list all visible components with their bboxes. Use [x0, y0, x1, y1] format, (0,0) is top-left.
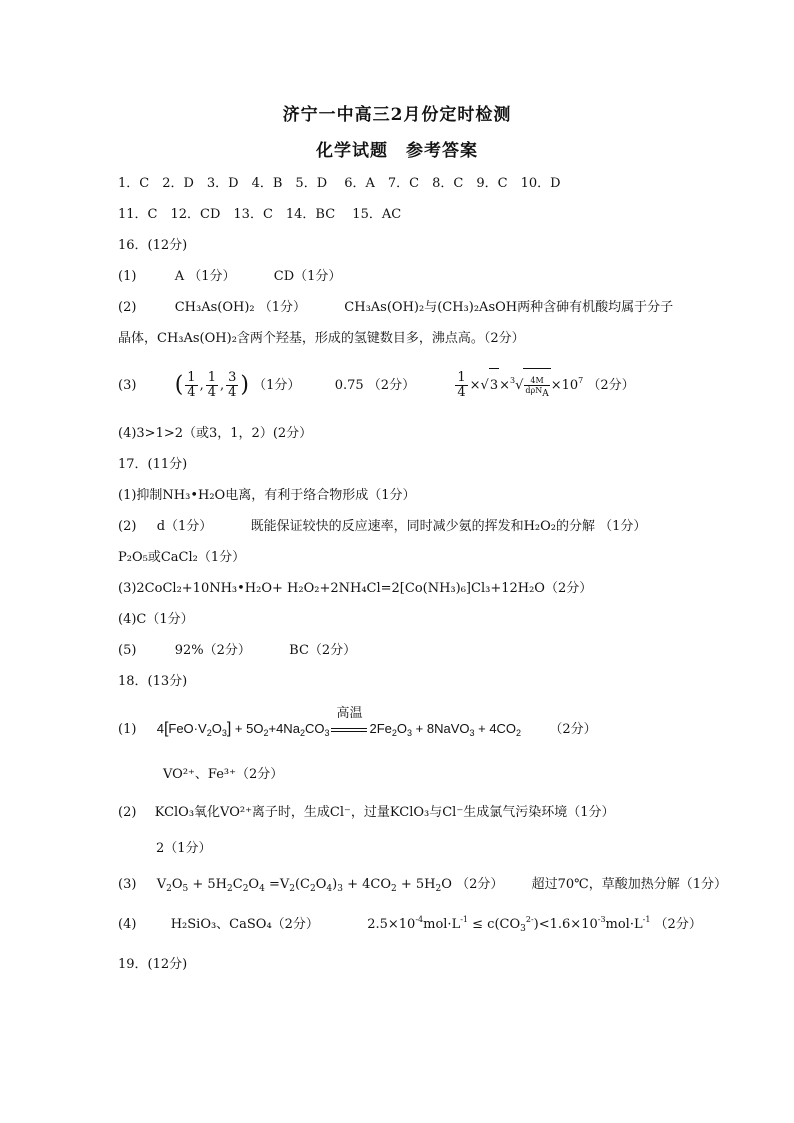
q16-coordinate-expr: ( $\frac{1}{4}$ , $\frac{1}{4}$ , $\frac{3}{4}$ )	[174, 370, 250, 400]
q18-part4-mark: （2分）	[654, 917, 702, 932]
q17-part5-num: (5)	[118, 643, 137, 658]
q17-part4: (4)C（1分）	[118, 612, 194, 627]
q17-part1: (1)抑制NH₃•H₂O电离，有利于络合物形成（1分）	[118, 488, 416, 503]
q16-part2-reason-cont: 晶体，CH₃As(OH)₂含两个羟基，形成的氢键数目多，沸点高。（2分）	[118, 331, 525, 346]
q18-part1-num: (1)	[118, 722, 137, 737]
q16-part1-answer-b: CD（1分）	[273, 269, 342, 284]
q17-part2-reason: 既能保证较快的反应速率，同时减少氨的挥发和H₂O₂的分解 （1分）	[250, 519, 647, 534]
q16-part2-reason: CH₃As(OH)₂与(CH₃)₂AsOH两种含砷有机酸均属于分子	[344, 300, 674, 315]
page-subtitle: 化学试题 参考答案	[316, 141, 478, 161]
q19-heading: 19．(12分)	[118, 957, 188, 972]
q18-part1-equation	[118, 705, 597, 739]
q16-part1-answer-a: A （1分）	[174, 269, 236, 284]
q18-condition-high-temp: 高温	[336, 705, 363, 720]
q18-part3-num: (3)	[118, 877, 137, 892]
q18-part1-ions: VO²⁺、Fe³⁺（2分）	[163, 767, 284, 782]
q18-part4-range: $2.5\times 10^{-4}mol\cdot L^{-1} \le c(CO_3^{2-})<1.6\times 10^{-3}mol\cdot L^{-1}$	[367, 915, 651, 934]
page-title: 济宁一中高三2月份定时检测	[282, 105, 512, 125]
q18-part2-answer-b: 2（1分）	[156, 841, 212, 856]
q18-part3-equation: $V_2O_5 + 5H_2C_2O_4 =V_2(C_2O_4)_3 + 4CO_2 + 5H_2O$	[156, 877, 452, 894]
q16-part3-mark3: （2分）	[587, 378, 635, 393]
q18-part4-precipitates: H₂SiO₃、CaSO₄（2分）	[170, 917, 319, 932]
q16-part2	[118, 299, 673, 317]
q18-part4-num: (4)	[118, 917, 137, 932]
q17-part2	[118, 518, 646, 536]
q16-part3-value: 0.75 （2分）	[334, 378, 416, 393]
q16-part3-num: (3)	[118, 378, 137, 393]
q17-part2-answer: d（1分）	[156, 519, 213, 534]
q16-part4: (4)3>1>2（或3，1，2）(2分）	[118, 426, 313, 441]
q17-heading: 17．(11分)	[118, 457, 188, 472]
q18-part2	[118, 804, 614, 822]
q16-density-formula: $\frac{1}{4}$ ×√3×$^3$√ 4M dρN$_A$ $\times 10^7$	[453, 378, 583, 393]
q18-part2-num: (2)	[118, 805, 137, 820]
q18-part3-reason: 超过70℃，草酸加热分解（1分）	[531, 877, 727, 892]
q16-part3	[118, 368, 635, 403]
q17-part3-equation: (3)2CoCl₂+10NH₃•H₂O+ H₂O₂+2NH₄Cl=2[Co(NH₃)₆]Cl₃+12H₂O（2分）	[118, 581, 593, 596]
q18-part4	[118, 916, 702, 934]
q16-part3-mark1: （1分）	[253, 378, 301, 393]
q18-part1-mark: （2分）	[549, 722, 597, 737]
q18-part3	[118, 876, 727, 894]
q18-part2-reason: KClO₃氧化VO²⁺离子时，生成Cl⁻，过量KClO₃与Cl⁻生成氯气污染环境（1分）	[154, 805, 615, 820]
q17-part5-answer-b: BC（2分）	[289, 643, 357, 658]
q16-heading: 16．(12分)	[118, 238, 188, 253]
q16-part1	[118, 268, 341, 286]
q16-part1-num: (1)	[118, 269, 137, 284]
q17-part5	[118, 642, 356, 660]
q18-part3-mark: （2分）	[456, 877, 504, 892]
mc-answers-line-1: 1．C 2．D 3．D 4．B 5．D 6．A 7．C 8．C 9．C 10．D	[118, 176, 561, 191]
q16-part2-answer: CH₃As(OH)₂ （1分）	[174, 300, 307, 315]
q18-roast-equation: $4[FeO\cdot V_2O_3] + 5O_2+4Na_2CO_3$ 高温 $2Fe_2O_3$ + 8NaVO$_3$ + $4CO_2$	[156, 705, 522, 738]
q16-part2-num: (2)	[118, 300, 137, 315]
mc-answers-line-2: 11．C 12．CD 13．C 14．BC 15．AC	[118, 207, 402, 222]
q18-heading: 18．(13分)	[118, 674, 188, 689]
q17-part2-drying-agent: P₂O₅或CaCl₂（1分）	[118, 550, 246, 565]
q17-part5-answer-a: 92%（2分）	[174, 643, 251, 658]
q17-part2-num: (2)	[118, 519, 137, 534]
